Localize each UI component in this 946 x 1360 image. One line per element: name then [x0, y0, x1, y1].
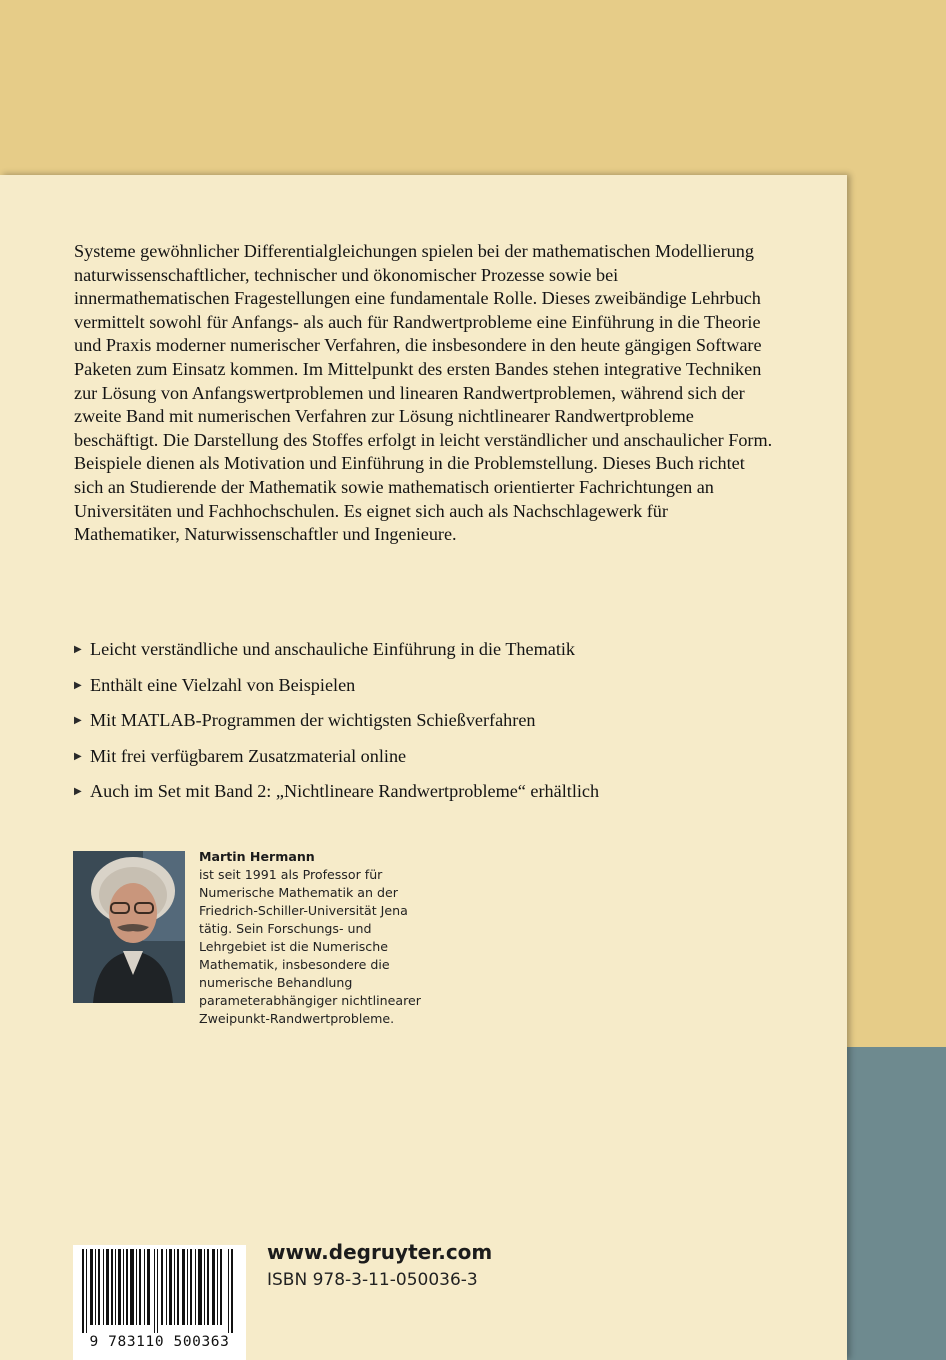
triangle-bullet-icon: ▶ — [74, 715, 82, 727]
feature-item — [74, 668, 794, 704]
isbn-text: ISBN 978-3-11-050036-3 — [267, 1270, 478, 1290]
triangle-bullet-icon: ▶ — [74, 644, 82, 656]
triangle-bullet-icon: ▶ — [74, 679, 82, 691]
feature-text: Leicht verständliche und anschauliche Einführung in die Thematik — [90, 639, 576, 660]
author-bio — [199, 848, 429, 1028]
triangle-bullet-icon: ▶ — [74, 786, 82, 798]
feature-list — [74, 632, 794, 810]
feature-item — [74, 774, 794, 810]
author-photo — [73, 851, 185, 1003]
feature-text: Mit frei verfügbarem Zusatzmaterial online — [90, 745, 407, 766]
blurb-paragraph: Systeme gewöhnlicher Differentialgleichungen spielen bei der mathematischen Modellierung naturwissenschaftlicher, technischer und ökonomischer Prozesse sowie bei innermathematischen Fragestellungen eine fundamentale Rolle. Dieses zweibändige Lehrbuch vermittelt sowohl für Anfangs- als auch für Randwertprobleme eine Einführung in die Theorie und Praxis moderner numerischer Verfahren, die insbesondere in den heute gängigen Software Paketen zum Einsatz kommen. Im Mittelpunkt des ersten Bandes stehen integrative Techniken zur Lösung von Anfangswertproblemen und linearen Randwertproblemen, während sich der zweite Band mit numerischen Verfahren zur Lösung nichtlinearer Randwertprobleme beschäftigt. Die Darstellung des Stoffes erfolgt in leicht verständlicher und anschaulicher Form. Beispiele dienen als Motivation und Einführung in die Problemstellung. Dieses Buch richtet sich an Studierende der Mathematik sowie mathematisch orientierter Fachrichtungen an Universitäten und Fachhochschulen. Es eignet sich auch als Nachschlagewerk für Mathematiker, Naturwissenschaftler und Ingenieure. — [74, 241, 773, 545]
feature-item — [74, 703, 794, 739]
barcode — [73, 1245, 246, 1360]
feature-item — [74, 739, 794, 775]
author-name: Martin Hermann — [199, 849, 315, 864]
publisher-url: www.degruyter.com — [267, 1240, 493, 1264]
teal-color-block — [845, 1047, 946, 1360]
feature-text: Auch im Set mit Band 2: „Nichtlineare Randwertprobleme“ erhältlich — [90, 781, 600, 802]
triangle-bullet-icon: ▶ — [74, 750, 82, 762]
feature-text: Enthält eine Vielzahl von Beispielen — [90, 674, 356, 695]
barcode-number: 9 783110 500363 — [89, 1334, 230, 1350]
author-bio-text: ist seit 1991 als Professor für Numerische Mathematik an der Friedrich-Schiller-Universität Jena tätig. Sein Forschungs- und Lehrgebiet ist die Numerische Mathematik, insbesondere die numerische Behandlung parameterabhängiger nichtlinearer Zweipunkt-Randwertprobleme. — [199, 867, 421, 1026]
barcode-bars — [82, 1249, 237, 1333]
feature-text: Mit MATLAB-Programmen der wichtigsten Schießverfahren — [90, 710, 536, 731]
feature-item — [74, 632, 794, 668]
